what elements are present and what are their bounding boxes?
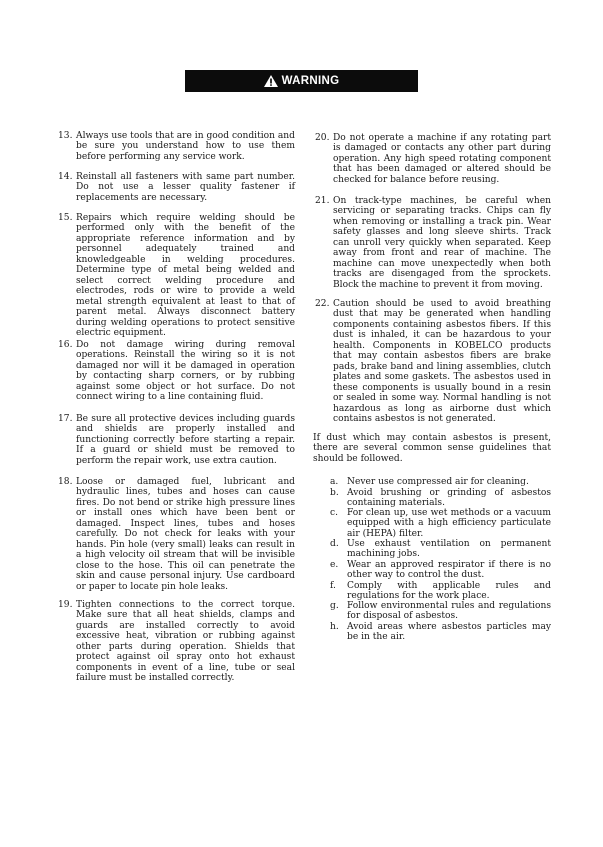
guideline-e (330, 560, 551, 581)
asbestos-intro: If dust which may contain asbestos is present, there are several common sense guidelines that should be followed. (313, 433, 551, 464)
safety-item-14 (58, 172, 295, 203)
safety-item-13 (58, 131, 295, 162)
safety-item-16 (58, 340, 295, 403)
guideline-g (330, 601, 551, 622)
item-number: 21. (315, 196, 330, 206)
guideline-text: Wear an approved respirator if there is no other way to control the dust. (347, 560, 551, 581)
item-text: On track-type machines, be careful when servicing or separating tracks. Chips can fly when removing or installing a track pin. Wear safety glasses and long sleeve shirts. Track can unroll very quickly when separated. Keep away from front and rear of machine. The machine can move unexpectedly when both tracks are disengaged from the sprockets. Block the machine to prevent it from moving. (333, 196, 551, 290)
item-text: Do not damage wiring during removal operations. Reinstall the wiring so it is not damaged nor will it be damaged in operation by contacting sharp corners, or by rubbing against some object or hot surface. Do not connect wiring to a line containing fluid. (76, 340, 295, 403)
guideline-f (330, 581, 551, 602)
guideline-text: Comply with applicable rules and regulations for the work place. (347, 580, 551, 601)
item-text: Do not operate a machine if any rotating part is damaged or contacts any other part during operation. Any high speed rotating component that has been damaged or altered should be checked for balance before reusing. (333, 133, 551, 185)
item-text: Be sure all protective devices including guards and shields are properly installed and functioning correctly before starting a repair. If a guard or shield must be removed to perform the repair work, use extra caution. (76, 414, 295, 466)
guideline-letter: g. (330, 601, 339, 611)
item-number: 14. (58, 172, 73, 182)
item-number: 16. (58, 340, 73, 350)
guideline-letter: c. (330, 508, 338, 518)
guideline-letter: d. (330, 539, 339, 549)
item-number: 17. (58, 414, 73, 424)
item-number: 20. (315, 133, 330, 143)
guideline-text: Avoid brushing or grinding of asbestos containing materials. (347, 487, 551, 508)
warning-banner (185, 70, 418, 92)
item-text: Tighten connections to the correct torque. Make sure that all heat shields, clamps and guards are installed correctly to avoid excessive heat, vibration or rubbing against other parts during operation. Shields that protect against oil spray onto hot exhaust components in event of a line, tube or seal failure must be installed correctly. (76, 600, 295, 684)
warning-title: WARNING (281, 75, 340, 87)
item-number: 13. (58, 131, 73, 141)
item-text: Always use tools that are in good condition and be sure you understand how to use them before performing any service work. (76, 131, 295, 162)
guideline-h (330, 622, 551, 643)
guideline-letter: e. (330, 560, 339, 570)
guideline-c (330, 508, 551, 539)
safety-item-21 (315, 196, 551, 290)
guideline-letter: h. (330, 622, 339, 632)
item-number: 22. (315, 299, 330, 309)
guideline-letter: b. (330, 487, 339, 498)
guideline-a (330, 477, 551, 487)
guideline-text: Use exhaust ventilation on permanent machining jobs. (347, 539, 551, 560)
guideline-text: For clean up, use wet methods or a vacuum equipped with a high efficiency particulate air (HEPA) filter. (347, 508, 551, 539)
safety-item-20 (315, 133, 551, 185)
guideline-text: Avoid areas where asbestos particles may be in the air. (347, 622, 551, 643)
safety-item-17 (58, 414, 295, 466)
guideline-letter: f. (330, 580, 336, 591)
safety-item-18 (58, 477, 295, 592)
safety-item-22 (315, 299, 551, 424)
guideline-d (330, 539, 551, 560)
item-text: Loose or damaged fuel, lubricant and hydraulic lines, tubes and hoses can cause fires. Do not bend or strike high pressure lines or install ones which have been bent or damaged. Inspect lines, tubes and hoses carefully. Do not check for leaks with your hands. Pin hole (very small) leaks can result in a high velocity oil stream that will be invisible close to the hose. This oil can penetrate the skin and cause personal injury. Use cardboard or paper to locate pin hole leaks. (76, 477, 295, 592)
guideline-text: Follow environmental rules and regulations for disposal of asbestos. (347, 601, 551, 622)
item-number: 18. (58, 477, 73, 487)
guideline-text: Never use compressed air for cleaning. (347, 477, 529, 487)
item-number: 15. (58, 213, 73, 223)
guideline-b (330, 488, 551, 509)
item-text: Repairs which require welding should be performed only with the benefit of the appropriate reference information and by personnel adequately trained and knowledgeable in welding procedures. Determine type of metal being welded and select correct welding procedure and electrodes, rods or wire to provide a weld metal strength equivalent at least to that of parent metal. Always disconnect battery during welding operations to protect sensitive electric equipment. (76, 213, 295, 338)
item-text: Reinstall all fasteners with same part number. Do not use a lesser quality fastener if replacements are necessary. (76, 172, 295, 203)
safety-item-19 (58, 600, 295, 684)
safety-item-15 (58, 213, 295, 338)
guideline-letter: a. (330, 477, 339, 487)
item-number: 19. (58, 600, 73, 610)
item-text: Caution should be used to avoid breathing dust that may be generated when handling components containing asbestos fibers. If this dust is inhaled, it can be hazardous to your health. Components in KOBELCO products that may contain asbestos fibers are brake pads, brake band and lining assemblies, clutch plates and some gaskets. The asbestos used in these components is usually bound in a resin or sealed in some way. Normal handling is not hazardous as long as airborne dust which contains asbestos is not generated. (333, 299, 551, 424)
warning-triangle-icon (264, 75, 278, 87)
